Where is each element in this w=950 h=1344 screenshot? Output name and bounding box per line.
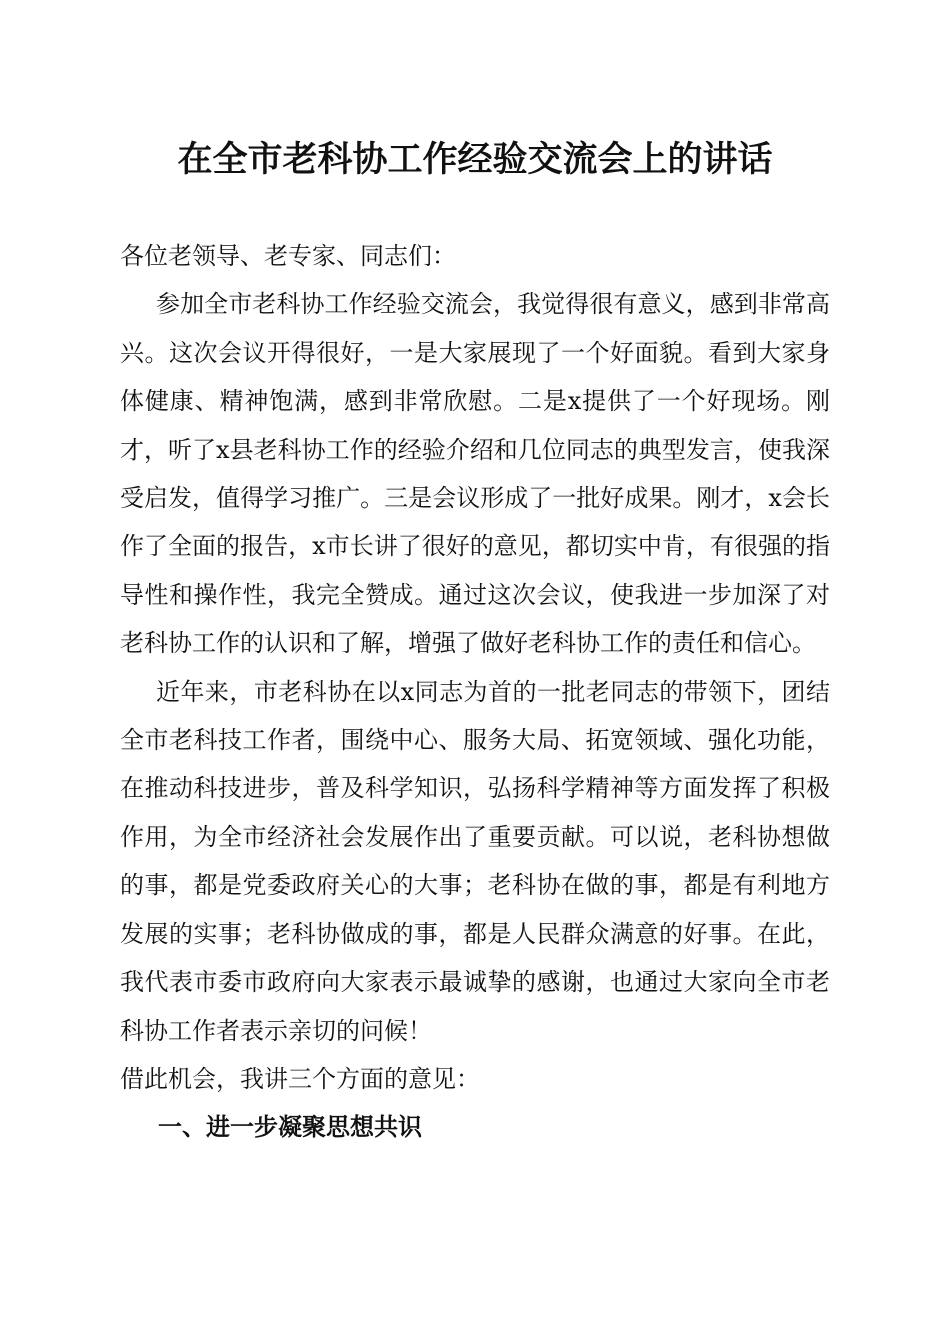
paragraph-1: 参加全市老科协工作经验交流会，我觉得很有意义，感到非常高兴。这次会议开得很好，一是大家展现了一个好面貌。看到大家身体健康、精神饱满，感到非常欣慰。二是x提供了一个好现场。刚才，听了x县老科协工作的经验介绍和几位同志的典型发言，使我深受启发，值得学习推广。三是会议形成了一批好成果。刚才，x会长作了全面的报告，x市长讲了很好的意见，都切实中肯，有很强的指导性和操作性，我完全赞成。通过这次会议，使我进一步加深了对老科协工作的认识和了解，增强了做好老科协工作的责任和信心。 xyxy=(120,290,830,658)
section-heading: 一、进一步凝聚思想共识 xyxy=(158,1113,422,1142)
document-title: 在全市老科协工作经验交流会上的讲话 xyxy=(177,139,773,180)
document-body xyxy=(120,232,830,1152)
paragraph-2: 近年来，市老科协在以x同志为首的一批老同志的带领下，团结全市老科技工作者，围绕中心、服务大局、拓宽领域、强化功能，在推动科技进步，普及科学知识，弘扬科学精神等方面发挥了积极作用，为全市经济社会发展作出了重要贡献。可以说，老科协想做的事，都是党委政府关心的大事；老科协在做的事，都是有利地方发展的实事；老科协做成的事，都是人民群众满意的好事。在此，我代表市委市政府向大家表示最诚挚的感谢，也通过大家向全市老科协工作者表示亲切的问候！ xyxy=(120,677,830,1045)
salutation: 各位老领导、老专家、同志们： xyxy=(120,242,456,270)
closing-line: 借此机会，我讲三个方面的意见： xyxy=(120,1064,480,1093)
